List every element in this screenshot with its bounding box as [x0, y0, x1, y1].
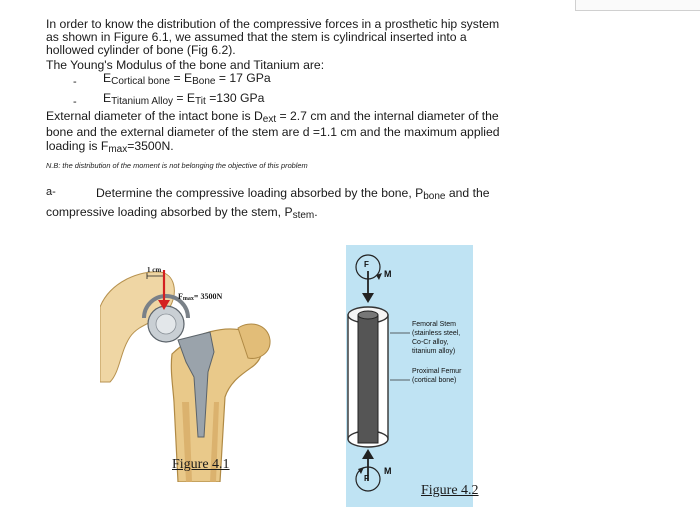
paragraph-line-4: The Young's Modulus of the bone and Titanium are:	[46, 58, 325, 72]
paragraph-line-1: In order to know the distribution of the compressive forces in a prosthetic hip system	[46, 17, 500, 31]
top-force-letter: F	[364, 260, 369, 269]
diameters-line-2: bone and the external diameter of the stem are d =1.1 cm and the maximum applied	[46, 125, 500, 139]
diameters-line-1: External diameter of the intact bone is $D_{ext} = 2.7$ cm and the internal diameter of the	[46, 109, 499, 125]
window-edge	[575, 0, 700, 11]
top-force-arrow-icon	[362, 293, 374, 303]
stem-label: Femoral Stem (stainless steel, Co-Cr alloy, titanium alloy)	[412, 321, 461, 355]
question-line-2: compressive loading absorbed by the stem, $P_{stem}$.	[46, 205, 318, 221]
force-label: Fmax= 3500N	[178, 292, 223, 302]
bottom-moment-letter: M	[384, 466, 392, 476]
bottom-force-letter: F	[364, 474, 369, 483]
bullet-marker: -	[73, 76, 77, 88]
top-moment-letter: M	[384, 269, 392, 279]
question-line-1: Determine the compressive loading absorbed by the bone, $P_{bone}$ and the	[96, 186, 490, 202]
femur-label: Proximal Femur (cortical bone)	[412, 368, 462, 384]
stem-cylinder	[358, 315, 378, 443]
cm-label: 1 cm	[147, 266, 162, 274]
figure-4-2-caption: Figure 4.2	[421, 483, 479, 498]
bullet-marker: -	[73, 96, 77, 108]
question-label: a-	[46, 186, 56, 198]
bottom-force-arrow-icon	[362, 449, 374, 459]
figure-4-1-caption: Figure 4.1	[172, 457, 230, 472]
modulus-titanium-alloy: $E_{Titanium Alloy} = E_{Tit} =130$ GPa	[103, 91, 265, 107]
footnote: N.B: the distribution of the moment is not belonging the objective of this problem	[46, 161, 308, 170]
modulus-cortical-bone: $E_{Cortical bone} = E_{Bone} = 17$ GPa	[103, 71, 271, 87]
diameters-line-3: loading is $F_{max}=3500N$.	[46, 139, 174, 155]
paragraph-line-2: as shown in Figure 6.1, we assumed that the stem is cylindrical inserted into a	[46, 30, 467, 44]
paragraph-line-3: hollowed cylinder of bone (Fig 6.2).	[46, 43, 236, 57]
